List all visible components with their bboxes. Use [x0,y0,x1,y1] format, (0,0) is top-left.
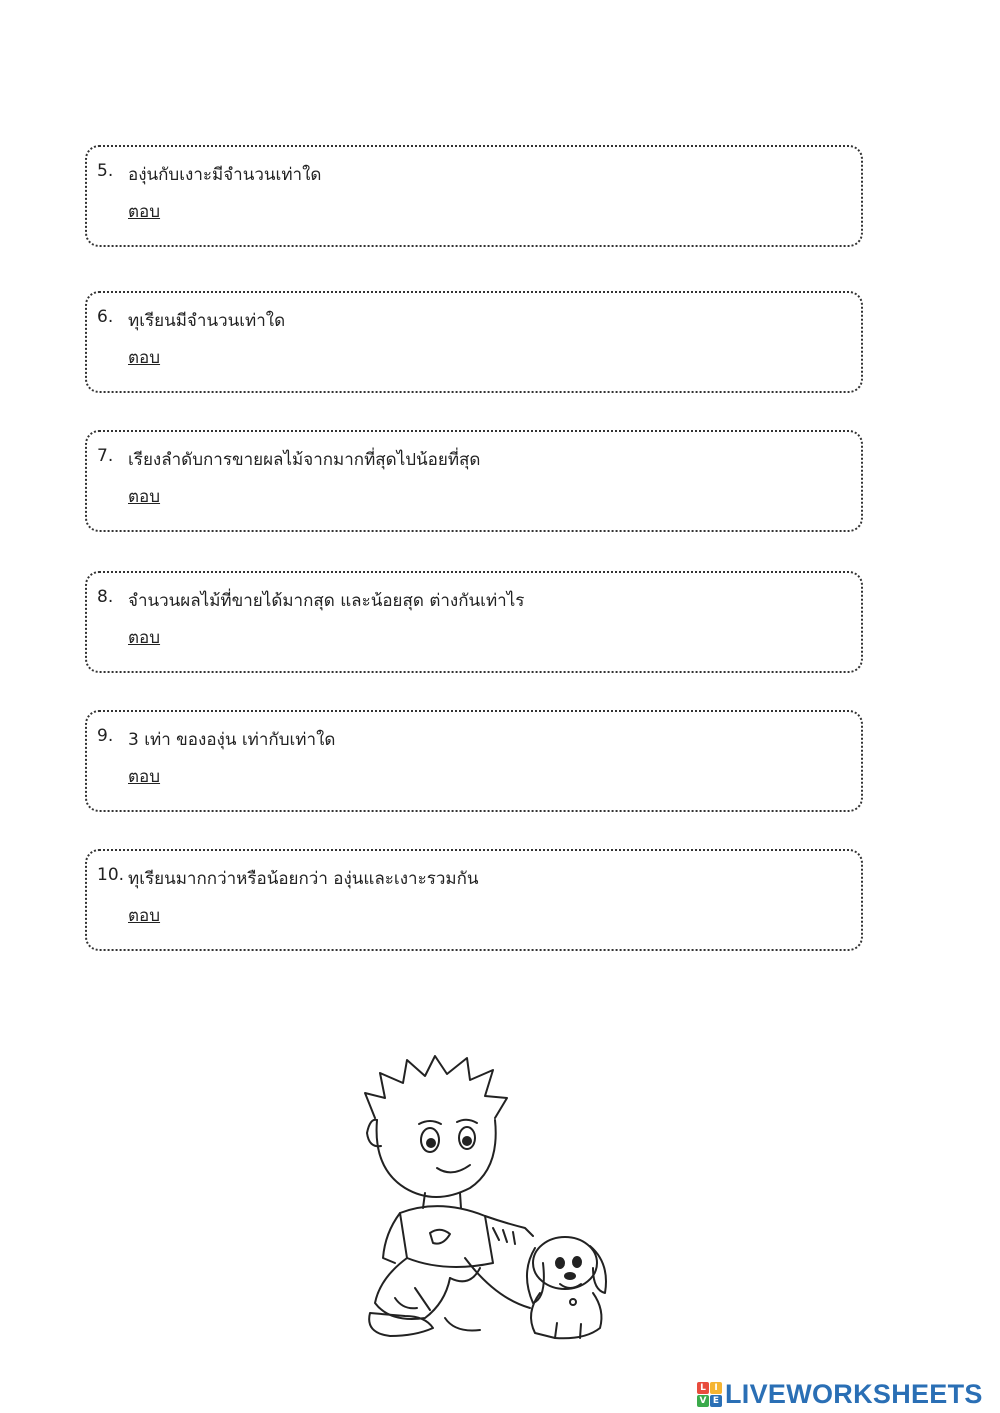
question-number: 7. [97,446,114,466]
answer-label[interactable]: ตอบ [128,628,161,648]
question-box-6 [85,291,863,393]
question-number: 9. [97,726,114,746]
liveworksheets-logo [697,1378,983,1410]
question-box-7 [85,430,863,532]
question-number: 10. [97,865,125,885]
answer-label[interactable]: ตอบ [128,202,161,222]
question-text: 3 เท่า ขององุ่น เท่ากับเท่าใด [128,730,336,750]
question-text: จำนวนผลไม้ที่ขายได้มากสุด และน้อยสุด ต่างกันเท่าไร [128,591,525,611]
answer-label[interactable]: ตอบ [128,487,161,507]
question-box-9 [85,710,863,812]
question-text: ทุเรียนมีจำนวนเท่าใด [128,311,286,331]
answer-label[interactable]: ตอบ [128,906,161,926]
question-number: 5. [97,161,114,181]
question-text: เรียงลำดับการขายผลไม้จากมากที่สุดไปน้อยที่สุด [128,450,481,470]
question-box-5 [85,145,863,247]
logo-blocks-icon: L I V E [697,1382,722,1407]
brand-name: LIVEWORKSHEETS [725,1378,983,1409]
question-text: องุ่นกับเงาะมีจำนวนเท่าใด [128,165,322,185]
boy-with-puppy-icon [355,1048,615,1343]
question-box-8 [85,571,863,673]
question-number: 8. [97,587,114,607]
question-text: ทุเรียนมากกว่าหรือน้อยกว่า องุ่นและเงาะรวมกัน [128,869,479,889]
answer-label[interactable]: ตอบ [128,348,161,368]
question-box-10 [85,849,863,951]
question-number: 6. [97,307,114,327]
answer-label[interactable]: ตอบ [128,767,161,787]
